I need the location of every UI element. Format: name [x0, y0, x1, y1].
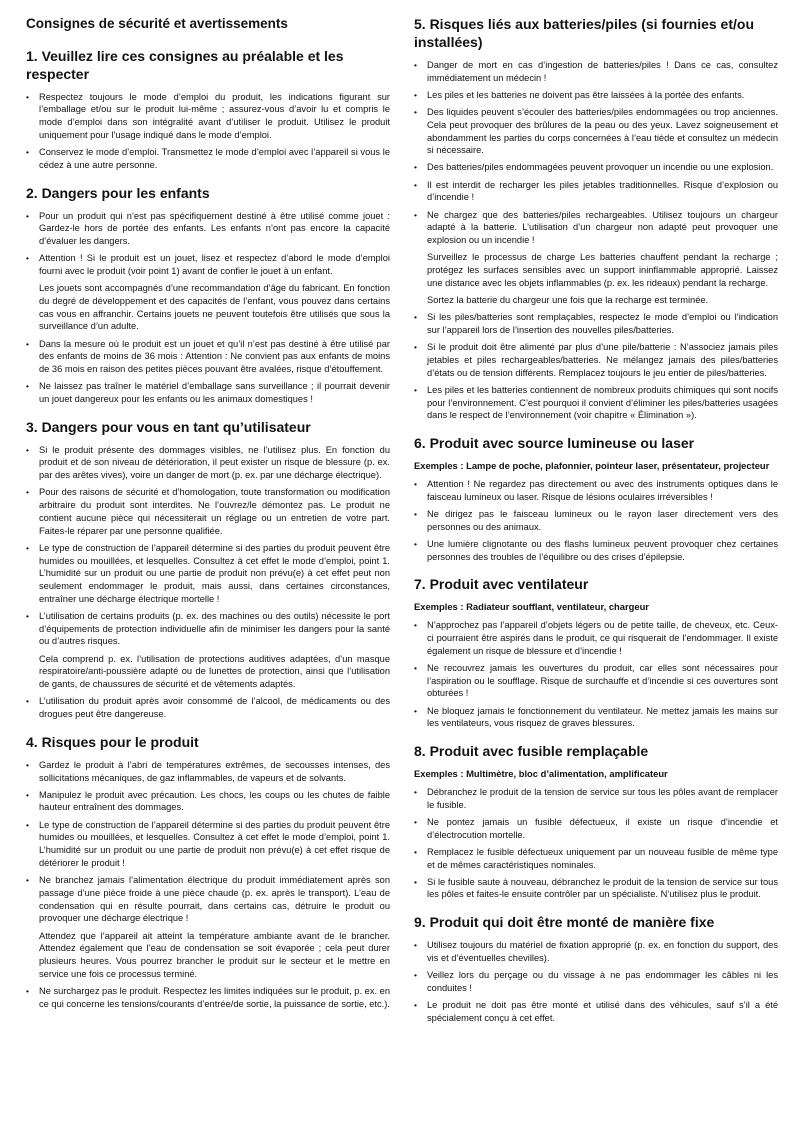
bullet-text: Gardez le produit à l’abri de températures extrêmes, de secousses intenses, des sollicitations mécaniques, de gaz inflammables, de vapeurs et de solvants. — [39, 759, 390, 783]
section-heading: 4. Risques pour le produit — [26, 733, 199, 750]
page-title: Consignes de sécurité et avertissements — [26, 16, 288, 31]
bullet-item — [26, 695, 390, 720]
bullet-marker-icon: • — [26, 986, 29, 997]
bullet-marker-icon: • — [414, 970, 417, 981]
bullet-text: Conservez le mode d’emploi. Transmettez le mode d’emploi avec l’appareil si vous le cédez à une autre personne. — [39, 147, 390, 170]
bullet-text: Attention ! Ne regardez pas directement ou avec des instruments optiques dans le faisceau lumineux ou laser. Risque de lésions oculaires irréversibles ! — [427, 478, 778, 502]
bullet-item — [414, 478, 778, 503]
bullet-marker-icon: • — [414, 179, 417, 190]
bullet-text: Attention ! Si le produit est un jouet, lisez et respectez d’abord le mode d’emploi fourni avec le produit (voir point 1) avant de confier le jouet à un enfant. — [39, 253, 390, 276]
bullet-item — [414, 508, 778, 533]
section-heading: 8. Produit avec fusible remplaçable — [414, 743, 649, 760]
bullet-text: L’utilisation du produit après avoir consommé de l’alcool, de médicaments ou des drogues peut être dangereuse. — [39, 696, 390, 720]
bullet-marker-icon: • — [26, 444, 29, 455]
bullet-text: Le type de construction de l’appareil détermine si des parties du produit peuvent être humides ou mouillées, et lesquelles. Consultez à cet effet le mode d’emploi, point 1. L’humidité sur un produit ou une partie de produit non prévu(e) à cet effet peut non seulement endommager le produit, mais aussi, dans certaines circonstances, entraîner une décharge électrique mortelle ! — [39, 542, 390, 604]
bullet-item — [414, 384, 778, 422]
bullet-item — [26, 210, 390, 248]
bullet-marker-icon: • — [414, 162, 417, 173]
examples-line: Exemples : Multimètre, bloc d’alimentation, amplificateur — [414, 767, 668, 779]
bullet-item — [26, 789, 390, 814]
bullet-text: Le produit ne doit pas être monté et utilisé dans des véhicules, sauf s’il a été spécialement conçu à cet effet. — [427, 1000, 778, 1023]
bullet-text: Ne surchargez pas le produit. Respectez les limites indiquées sur le produit, p. ex. en ce qui concerne les tensions/courants d’entrée/de sortie, la puissance de sortie, etc.). — [39, 986, 390, 1009]
bullet-item — [414, 619, 778, 657]
bullet-item — [26, 486, 390, 537]
bullet-marker-icon: • — [26, 759, 29, 770]
section — [26, 734, 390, 1011]
bullet-item — [414, 662, 778, 700]
bullet-marker-icon: • — [414, 538, 417, 549]
section-heading: 1. Veuillez lire ces consignes au préalable et les respecter — [26, 47, 344, 82]
bullet-text: Des liquides peuvent s’écouler des batteries/piles endommagées ou trop anciennes. Cela peut provoquer des brûlures de la peau ou des yeux. Lavez soigneusement et abondamment les parties du corps concernées à l’eau tiède et consultez un médecin si nécessaire. — [427, 107, 778, 156]
continuation-paragraph: Les jouets sont accompagnés d’une recommandation d’âge du fabricant. En fonction du degré de développement et des capacités de l’enfant, vous pouvez dans certains cas vous en affranchir. Certains jouets ne peuvent toutefois être utilisés que sous la surveillance d’un adulte. — [39, 283, 390, 332]
bullet-marker-icon: • — [26, 542, 29, 553]
bullet-marker-icon: • — [414, 107, 417, 118]
examples-line: Exemples : Lampe de poche, plafonnier, pointeur laser, présentateur, projecteur — [414, 460, 770, 472]
bullet-text: Des batteries/piles endommagées peuvent provoquer un incendie ou une explosion. — [427, 162, 774, 173]
bullet-item — [26, 146, 390, 171]
bullet-text: Ne dirigez pas le faisceau lumineux ou le rayon laser directement vers des personnes ou des animaux. — [427, 508, 778, 532]
bullet-marker-icon: • — [414, 342, 417, 353]
bullet-marker-icon: • — [414, 846, 417, 857]
bullet-text: Ne chargez que des batteries/piles rechargeables. Utilisez toujours un chargeur adapté à la batterie. L’utilisation d’un chargeur non adapté peut provoquer une explosion ou un incendie ! — [427, 209, 778, 246]
bullet-item — [414, 209, 778, 247]
continuation-paragraph: Attendez que l’appareil ait atteint la température ambiante avant de le brancher. Attendez également que l’eau de condensation se soit évaporée ; cela peut durer plusieurs heures. Vous pourrez brancher le produit sur le secteur et le mettre en service une fois ce processus terminé. — [39, 930, 390, 979]
bullet-item — [26, 542, 390, 606]
bullet-text: Une lumière clignotante ou des flashs lumineux peuvent provoquer chez certaines personnes des troubles de l’équilibre ou des crises d’épilepsie. — [427, 538, 778, 562]
section-heading: 5. Risques liés aux batteries/piles (si fournies et/ou installées) — [414, 16, 754, 50]
section — [414, 435, 778, 563]
section — [414, 743, 778, 901]
bullet-marker-icon: • — [414, 816, 417, 827]
bullet-item — [26, 338, 390, 376]
bullet-text: Pour un produit qui n’est pas spécifiquement destiné à être utilisé comme jouet : Gardez-le hors de portée des enfants. Les enfants n’ont pas encore la capacité d’évaluer les dangers. — [39, 210, 390, 246]
bullet-text: Danger de mort en cas d’ingestion de batteries/piles ! Dans ce cas, consultez immédiatement un médecin ! — [427, 59, 778, 83]
bullet-item — [26, 610, 390, 648]
bullet-text: Il est interdit de recharger les piles jetables traditionnelles. Risque d’explosion ou d’incendie ! — [427, 179, 778, 203]
section-heading: 6. Produit avec source lumineuse ou laser — [414, 435, 695, 452]
bullet-marker-icon: • — [414, 209, 417, 220]
section — [414, 576, 778, 730]
section-heading: 9. Produit qui doit être monté de manière fixe — [414, 914, 715, 931]
bullet-text: Si les piles/batteries sont remplaçables, respectez le mode d’emploi ou l’indication sur l’appareil lors de l’insertion des nouvelles piles/batteries. — [427, 312, 778, 336]
bullet-text: Débranchez le produit de la tension de service sur tous les pôles avant de remplacer le fusible. — [427, 786, 778, 810]
bullet-text: Les piles et les batteries contiennent de nombreux produits chimiques qui sont nocifs pour l’environnement. C’est pourquoi il convient d’éliminer les piles/batteries usagées dans le respect de l’environnement (voir chapitre « Élimination »). — [427, 385, 778, 421]
bullet-text: Veillez lors du perçage ou du vissage à ne pas endommager les câbles ni les conduites ! — [427, 970, 778, 993]
bullet-item — [414, 876, 778, 901]
bullet-text: Si le produit présente des dommages visibles, ne l’utilisez plus. En fonction du produit et de son niveau de détérioration, il peut exister un risque de blessure (p. ex. par des arêtes vives), voire un danger de mort (p. ex. par une décharge électrique). — [39, 444, 390, 481]
bullet-text: Dans la mesure où le produit est un jouet et qu’il n’est pas destiné à être utilisé par des enfants de moins de 36 mois : Attention : Ne convient pas aux enfants de moins de 36 mois en raison des petites pièces pouvant être avalées, risque d’étouffement. — [39, 338, 390, 375]
bullet-marker-icon: • — [414, 620, 417, 631]
bullet-item — [26, 91, 390, 142]
bullet-item — [414, 311, 778, 336]
bullet-item — [414, 538, 778, 563]
section — [26, 419, 390, 721]
bullet-marker-icon: • — [414, 940, 417, 951]
bullet-marker-icon: • — [26, 253, 29, 264]
bullet-text: Les piles et les batteries ne doivent pas être laissées à la portée des enfants. — [427, 89, 745, 100]
bullet-text: Ne recouvrez jamais les ouvertures du produit, car elles sont nécessaires pour l’aspiration ou le soufflage. Risque de surchauffe et d’incendie si ces ouvertures sont obturées ! — [427, 662, 778, 699]
section-heading: 7. Produit avec ventilateur — [414, 576, 589, 593]
bullet-text: Si le produit doit être alimenté par plus d’une pile/batterie : N’associez jamais piles jetables et piles rechargeables/batteries. Ne mélangez jamais des piles/batteries d’états ou de tension différents. Remplacez toujours le jeu entier de piles/batteries. — [427, 342, 778, 378]
bullet-item — [414, 816, 778, 841]
bullet-item — [26, 759, 390, 784]
bullet-text: Ne pontez jamais un fusible défectueux, il existe un risque d’incendie et d’électrocution mortelle. — [427, 816, 778, 840]
continuation-paragraph: Surveillez le processus de charge Les batteries chauffent pendant la recharge ; protégez les surfaces sensibles avec un support ininflammable approprié. Laissez une distance avec les objets inflammables (p. ex. les rideaux) pendant la recharge. — [427, 252, 778, 288]
bullet-text: Ne laissez pas traîner le matériel d’emballage sans surveillance ; il pourrait devenir un jouet dangereux pour les enfants ou les animaux domestiques ! — [39, 381, 390, 405]
bullet-text: Manipulez le produit avec précaution. Les chocs, les coups ou les chutes de faible hauteur entraînent des dommages. — [39, 789, 390, 813]
bullet-marker-icon: • — [414, 89, 417, 100]
continuation-paragraph: Sortez la batterie du chargeur une fois que la recharge est terminée. — [427, 295, 709, 306]
section — [26, 185, 390, 406]
bullet-item — [414, 179, 778, 204]
section-heading: 2. Dangers pour les enfants — [26, 184, 210, 201]
bullet-item — [26, 985, 390, 1010]
bullet-item — [414, 59, 778, 84]
bullet-marker-icon: • — [26, 611, 29, 621]
bullet-marker-icon: • — [414, 508, 417, 519]
bullet-text: Pour des raisons de sécurité et d’homologation, toute transformation ou modification arbitraire du produit sont interdites. Ne l’ouvrez/le démontez pas. Le produit ne contient aucune pièce qui nécessiterait un réglage ou un entretien de votre part. Faites-le réparer par une personne qualifiée. — [39, 487, 390, 536]
bullet-marker-icon: • — [414, 478, 417, 489]
bullet-item — [414, 705, 778, 730]
bullet-item — [414, 161, 778, 174]
bullet-item — [26, 252, 390, 277]
bullet-text: Respectez toujours le mode d’emploi du produit, les indications figurant sur l’emballage et/ou sur le produit lui-même ; assurez-vous d’avoir lu et compris le mode d’emploi dans son intégralité avant d’utiliser le produit. Utilisez le produit uniquement pour l’usage indiqué dans le mode d’emploi. — [39, 91, 390, 140]
bullet-item — [26, 380, 390, 405]
bullet-marker-icon: • — [26, 487, 29, 498]
bullet-item — [414, 786, 778, 811]
section-heading: 3. Dangers pour vous en tant qu’utilisateur — [26, 418, 311, 435]
continuation-paragraph: Cela comprend p. ex. l’utilisation de protections auditives adaptées, d’un masque respiratoire/anti-poussière adapté ou de lunettes de protection, ainsi que l’utilisation de gants, de chaussures de sécurité et de vêtements adaptés. — [39, 653, 390, 690]
bullet-item — [414, 846, 778, 871]
bullet-marker-icon: • — [26, 381, 29, 392]
bullet-marker-icon: • — [414, 385, 417, 395]
bullet-marker-icon: • — [26, 819, 29, 830]
bullet-marker-icon: • — [414, 59, 417, 70]
bullet-marker-icon: • — [26, 875, 29, 886]
bullet-marker-icon: • — [414, 705, 417, 716]
bullet-marker-icon: • — [414, 662, 417, 673]
bullet-marker-icon: • — [414, 312, 417, 323]
bullet-marker-icon: • — [414, 1000, 417, 1011]
bullet-item — [414, 999, 778, 1024]
bullet-marker-icon: • — [26, 789, 29, 800]
section — [414, 914, 778, 1024]
bullet-marker-icon: • — [414, 786, 417, 797]
bullet-item — [414, 969, 778, 994]
bullet-text: Ne bloquez jamais le fonctionnement du ventilateur. Ne mettez jamais les mains sur les ventilateurs, vous risquez de graves blessures. — [427, 705, 778, 729]
bullet-text: Remplacez le fusible défectueux uniquement par un nouveau fusible de même type et de mêmes caractéristiques nominales. — [427, 846, 778, 870]
bullet-text: L’utilisation de certains produits (p. ex. des machines ou des outils) nécessite le port d’équipements de protection individuelle afin de minimiser les dangers pour la santé ou d’autres risques. — [39, 611, 390, 647]
bullet-text: Le type de construction de l’appareil détermine si des parties du produit peuvent être humides ou mouillées, et lesquelles. Consultez à cet effet le mode d’emploi, point 1. L’humidité sur un produit ou une partie de produit non prévu(e) à cet effet risque de détériorer le produit ! — [39, 819, 390, 868]
left-column — [26, 16, 390, 1029]
bullet-item — [26, 444, 390, 482]
bullet-text: Ne branchez jamais l’alimentation électrique du produit immédiatement après son passage d’une pièce froide à une pièce chaude (p. ex. après le transport). L’eau de condensation qui en résulte pourrait, dans certains cas, détruire le produit ou provoquer une décharge électrique ! — [39, 875, 390, 924]
bullet-text: Si le fusible saute à nouveau, débranchez le produit de la tension de service sur tous les pôles et faites-le ensuite contrôler par un spécialiste. N’utilisez plus le produit. — [427, 876, 778, 900]
bullet-text: N’approchez pas l’appareil d’objets légers ou de petite taille, de cheveux, etc. Ceux-ci pourraient être aspirés dans le produit, ce qui risquerait de l’endommager. Il existe également un risque de blessure et d’incendie ! — [427, 620, 778, 656]
bullet-item — [26, 819, 390, 870]
bullet-marker-icon: • — [414, 876, 417, 887]
bullet-marker-icon: • — [26, 147, 29, 158]
section — [26, 48, 390, 172]
bullet-text: Utilisez toujours du matériel de fixation approprié (p. ex. en fonction du support, des vis et d’éventuelles chevilles). — [427, 940, 778, 963]
bullet-marker-icon: • — [26, 338, 29, 349]
bullet-marker-icon: • — [26, 696, 29, 707]
examples-line: Exemples : Radiateur soufflant, ventilateur, chargeur — [414, 601, 649, 613]
bullet-item — [26, 874, 390, 925]
bullet-item — [414, 341, 778, 379]
bullet-marker-icon: • — [26, 210, 29, 221]
bullet-item — [414, 89, 778, 102]
bullet-marker-icon: • — [26, 91, 29, 102]
bullet-item — [414, 106, 778, 157]
bullet-item — [414, 939, 778, 964]
right-column — [414, 16, 778, 1029]
section — [414, 16, 778, 422]
